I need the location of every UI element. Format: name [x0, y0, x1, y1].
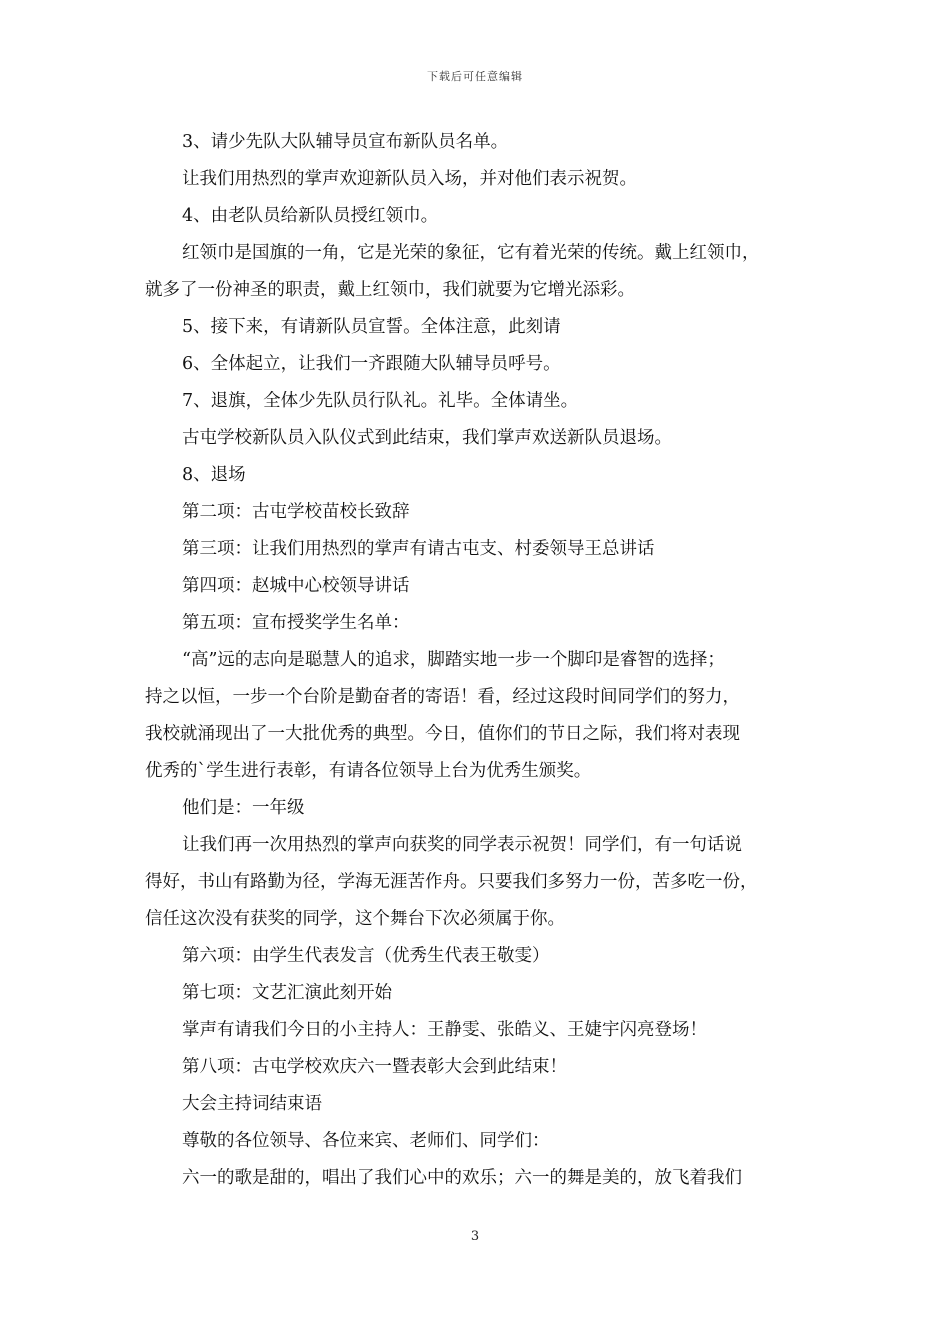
paragraph: 掌声有请我们今日的小主持人：王静雯、张皓义、王婕宇闪亮登场！: [182, 1020, 707, 1040]
paragraph-line: 优秀的`学生进行表彰，有请各位领导上台为优秀生颁奖。: [145, 761, 592, 781]
paragraph: 第八项：古屯学校欢庆六一暨表彰大会到此结束！: [182, 1057, 567, 1077]
paragraph: 六一的歌是甜的，唱出了我们心中的欢乐；六一的舞是美的，放飞着我们: [182, 1168, 742, 1188]
paragraph-line: 信任这次没有获奖的同学，这个舞台下次必须属于你。: [145, 909, 565, 929]
paragraph-line: 我校就涌现出了一大批优秀的典型。今日，值你们的节日之际，我们将对表现: [145, 724, 740, 744]
paragraph-line: 就多了一份神圣的职责，戴上红领巾，我们就要为它增光添彩。: [145, 280, 635, 300]
paragraph: [145, 827, 813, 938]
paragraph: [145, 642, 813, 790]
paragraph: 7、退旗，全体少先队员行队礼。礼毕。全体请坐。: [182, 391, 579, 411]
document-body: [145, 124, 813, 1197]
paragraph: 尊敬的各位领导、各位来宾、老师们、同学们：: [182, 1131, 550, 1151]
paragraph: 古屯学校新队员入队仪式到此结束，我们掌声欢送新队员退场。: [182, 428, 672, 448]
paragraph-line: 持之以恒，一步一个台阶是勤奋者的寄语！看，经过这段时间同学们的努力，: [145, 687, 740, 707]
page-header: 下载后可任意编辑: [427, 70, 523, 83]
paragraph: 第六项：由学生代表发言（优秀生代表王敬雯）: [182, 946, 550, 966]
paragraph-line: “高”远的志向是聪慧人的追求，脚踏实地一步一个脚印是睿智的选择；: [182, 650, 725, 670]
paragraph: 他们是：一年级: [182, 798, 305, 818]
paragraph: 第二项：古屯学校苗校长致辞: [182, 502, 410, 522]
paragraph: [145, 235, 813, 309]
paragraph: 6、全体起立，让我们一齐跟随大队辅导员呼号。: [182, 354, 561, 374]
paragraph: 4、由老队员给新队员授红领巾。: [182, 206, 439, 226]
paragraph: 第三项：让我们用热烈的掌声有请古屯支、村委领导王总讲话: [182, 539, 655, 559]
paragraph-line: 让我们再一次用热烈的掌声向获奖的同学表示祝贺！同学们，有一句话说: [182, 835, 742, 855]
paragraph: 让我们用热烈的掌声欢迎新队员入场，并对他们表示祝贺。: [182, 169, 637, 189]
paragraph: 5、接下来，有请新队员宣誓。全体注意，此刻请: [182, 317, 561, 337]
paragraph: 8、退场: [182, 465, 246, 485]
paragraph: 3、请少先队大队辅导员宣布新队员名单。: [182, 132, 509, 152]
paragraph: 第四项：赵城中心校领导讲话: [182, 576, 410, 596]
paragraph: 第五项：宣布授奖学生名单：: [182, 613, 410, 633]
page-number: 3: [470, 1229, 480, 1244]
paragraph: 第七项：文艺汇演此刻开始: [182, 983, 392, 1003]
paragraph-line: 得好，书山有路勤为径，学海无涯苦作舟。只要我们多努力一份，苦多吃一份，: [145, 872, 758, 892]
paragraph-line: 红领巾是国旗的一角，它是光荣的象征，它有着光荣的传统。戴上红领巾，: [182, 243, 760, 263]
paragraph: 大会主持词结束语: [182, 1094, 322, 1114]
